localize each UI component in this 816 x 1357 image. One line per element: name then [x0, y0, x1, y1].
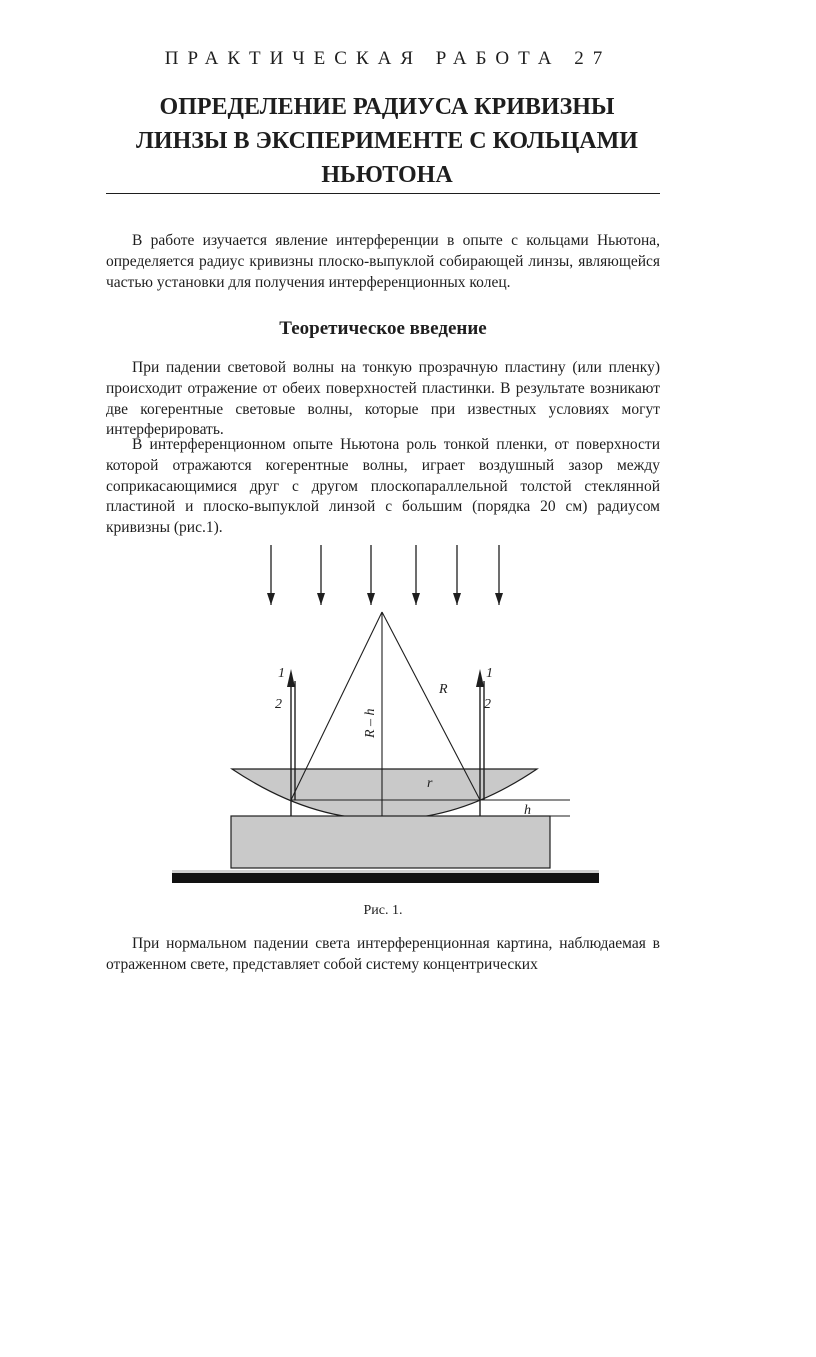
title-line-2: ЛИНЗЫ В ЭКСПЕРИМЕНТЕ С КОЛЬЦАМИ	[136, 128, 638, 154]
incident-ray-arrowhead	[267, 593, 275, 605]
theory-paragraph-2: В интерференционном опыте Ньютона роль тонкой пленки, от поверхности которой отражаются когерентные волны, играет воздушный зазор между соприкасающимися друг с другом плоскопараллельной толстой стеклянной пластиной и плоско-выпуклой линзой с большим (порядка 20 см) радиусом кривизны (рис.1).	[106, 436, 660, 537]
label-ray-1-left: 1	[278, 666, 285, 681]
incident-ray-arrowhead	[367, 593, 375, 605]
incident-ray-arrowhead	[412, 593, 420, 605]
title-line-1: ОПРЕДЕЛЕНИЕ РАДИУСА КРИВИЗНЫ	[159, 94, 615, 120]
label-ray-1-right: 1	[486, 666, 493, 681]
title-divider	[106, 193, 660, 194]
incident-ray-arrowhead	[453, 593, 461, 605]
label-ray-2-right: 2	[484, 697, 491, 712]
incident-ray-arrowhead	[495, 593, 503, 605]
label-radius: R	[439, 682, 448, 697]
title-line-3: НЬЮТОНА	[321, 162, 453, 188]
section-heading: Теоретическое введение	[279, 318, 487, 339]
base-surface-top	[172, 870, 599, 873]
theory-paragraph-1: При падении световой волны на тонкую прозрачную пластину (или пленку) происходит отражение от обеих поверхностей пластинки. В результате возникают две когерентные световые волны, которые при известных условиях могут интерферировать.	[106, 359, 660, 439]
figure-caption: Рис. 1.	[363, 903, 403, 918]
incident-rays	[267, 545, 503, 605]
incident-ray-arrowhead	[317, 593, 325, 605]
newton-rings-diagram	[160, 535, 600, 890]
label-gap-h: h	[524, 803, 531, 818]
closing-paragraph: При нормальном падении света интерференционная картина, наблюдаемая в отраженном свете, представляет собой систему концентрических	[106, 935, 660, 973]
running-header: ПРАКТИЧЕСКАЯ РАБОТА 27	[164, 48, 612, 69]
label-radius-minus-h: R – h	[363, 708, 378, 738]
glass-plate	[231, 816, 550, 868]
plano-convex-lens	[232, 769, 537, 819]
intro-paragraph: В работе изучается явление интерференции в опыте с кольцами Ньютона, определяется радиус кривизны плоско-выпуклой собирающей линзы, являющейся частью установки для получения интерференционных колец.	[106, 232, 660, 291]
page-title	[100, 90, 674, 192]
base-surface	[172, 873, 599, 883]
label-ray-2-left: 2	[275, 697, 282, 712]
reflected-ray-left-1-arrowhead	[287, 669, 295, 687]
label-small-r: r	[427, 776, 433, 791]
reflected-ray-right-1-arrowhead	[476, 669, 484, 687]
